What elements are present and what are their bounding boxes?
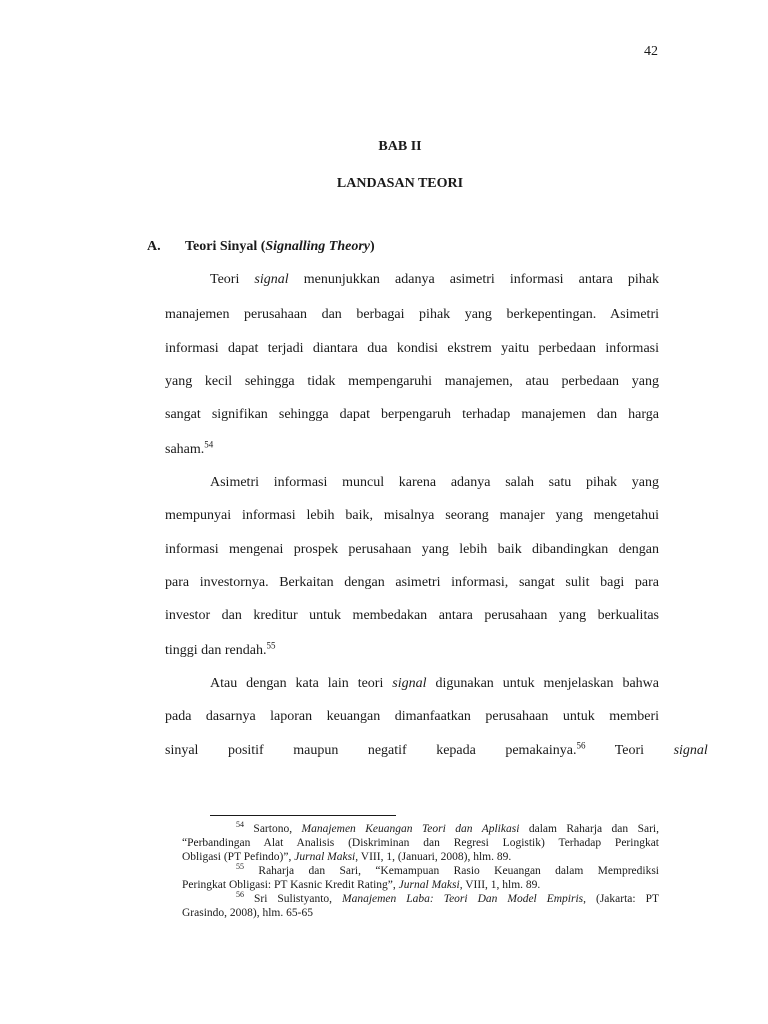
italic-term: signal [392, 676, 427, 691]
text-segment: Atau dengan kata lain teori [210, 676, 393, 691]
footnote-line: Grasindo, 2008), hlm. 65-65 [182, 907, 313, 919]
paragraph-line: pada dasarnya laporan keuangan dimanfaatkan perusahaan untuk memberi [165, 709, 659, 724]
text-segment: Peringkat Obligasi: PT Kasnic Kredit Rating”, [182, 879, 399, 891]
section-label: A. [147, 239, 161, 254]
section-heading [147, 239, 375, 255]
text-segment: Sartono, [244, 823, 302, 835]
paragraph-line: investor dan kreditur untuk membedakan antara perusahaan yang berkualitas [165, 608, 659, 623]
section-title-prefix: Teori Sinyal ( [185, 239, 266, 254]
footnote-marker: 55 [236, 862, 244, 872]
page-number: 42 [644, 44, 658, 59]
footnote-ref: 54 [204, 439, 214, 450]
italic-term: signal [254, 272, 289, 287]
paragraph-line [165, 674, 659, 694]
footnote-ref: 56 [576, 740, 586, 751]
footnote-line [182, 822, 659, 836]
paragraph-line: informasi dapat terjadi diantara dua kondisi ekstrem yaitu perbedaan informasi [165, 341, 659, 356]
text-segment: saham. [165, 442, 205, 457]
footnote-line [182, 878, 659, 892]
section-title-italic: Signalling Theory [265, 239, 371, 254]
text-segment: Teori [585, 743, 674, 758]
italic-title: Jurnal Maksi [294, 851, 356, 863]
paragraph-line: informasi mengenai prospek perusahaan yang lebih baik dibandingkan dengan [165, 542, 659, 557]
italic-term: signal [673, 743, 708, 758]
text-segment: digunakan untuk menjelaskan bahwa [426, 676, 659, 691]
italic-title: Manajemen Keuangan Teori dan Aplikasi [301, 823, 520, 835]
italic-title: Jurnal Maksi [398, 879, 460, 891]
text-segment: , VIII, 1, (Januari, 2008), hlm. 89. [355, 851, 512, 863]
section-title-suffix: ) [370, 239, 375, 254]
footnote-ref: 55 [266, 640, 276, 651]
paragraph-line: sangat signifikan sehingga dapat berpengaruh terhadap manajemen dan harga [165, 407, 659, 422]
text-segment: sinyal positif maupun negatif kepada pemakainya. [165, 743, 577, 758]
footnote-line [182, 850, 659, 864]
footnote-marker: 54 [236, 820, 244, 830]
chapter-number: BAB II [378, 139, 422, 154]
text-segment: , VIII, 1, hlm. 89. [459, 879, 541, 891]
text-segment: Sri Sulistyanto, [244, 893, 342, 905]
footnote-line: “Perbandingan Alat Analisis (Diskriminan dan Regresi Logistik) Terhadap Peringkat [182, 837, 659, 849]
paragraph-line [165, 440, 659, 460]
text-segment: Obligasi (PT Pefindo)”, [182, 851, 295, 863]
footnote-line [182, 864, 659, 878]
paragraph-line: para investornya. Berkaitan dengan asimetri informasi, sangat sulit bagi para [165, 575, 659, 590]
text-segment: dalam Raharja dan Sari, [519, 823, 659, 835]
text-segment: Raharja dan Sari, “Kemampuan Rasio Keuangan dalam Memprediksi [244, 865, 659, 877]
paragraph-line: Asimetri informasi muncul karena adanya salah satu pihak yang [210, 475, 659, 490]
text-segment: menunjukkan adanya asimetri informasi antara pihak [288, 272, 659, 287]
italic-title: Manajemen Laba: Teori Dan Model Empiris [342, 893, 584, 905]
footnote-line [182, 892, 659, 906]
paragraph-line: yang kecil sehingga tidak mempengaruhi manajemen, atau perbedaan yang [165, 374, 659, 389]
paragraph-line [165, 641, 659, 661]
paragraph-line [165, 270, 659, 290]
footnote-separator [210, 815, 396, 816]
text-segment: , (Jakarta: PT [583, 893, 659, 905]
paragraph-line [165, 740, 708, 761]
paragraph-line: mempunyai informasi lebih baik, misalnya seorang manajer yang mengetahui [165, 508, 659, 523]
chapter-title: LANDASAN TEORI [336, 176, 464, 191]
paragraph-line: manajemen perusahaan dan berbagai pihak yang berkepentingan. Asimetri [165, 307, 659, 322]
text-segment: tinggi dan rendah. [165, 643, 267, 658]
text-segment: Teori [210, 272, 255, 287]
footnote-marker: 56 [236, 890, 244, 900]
